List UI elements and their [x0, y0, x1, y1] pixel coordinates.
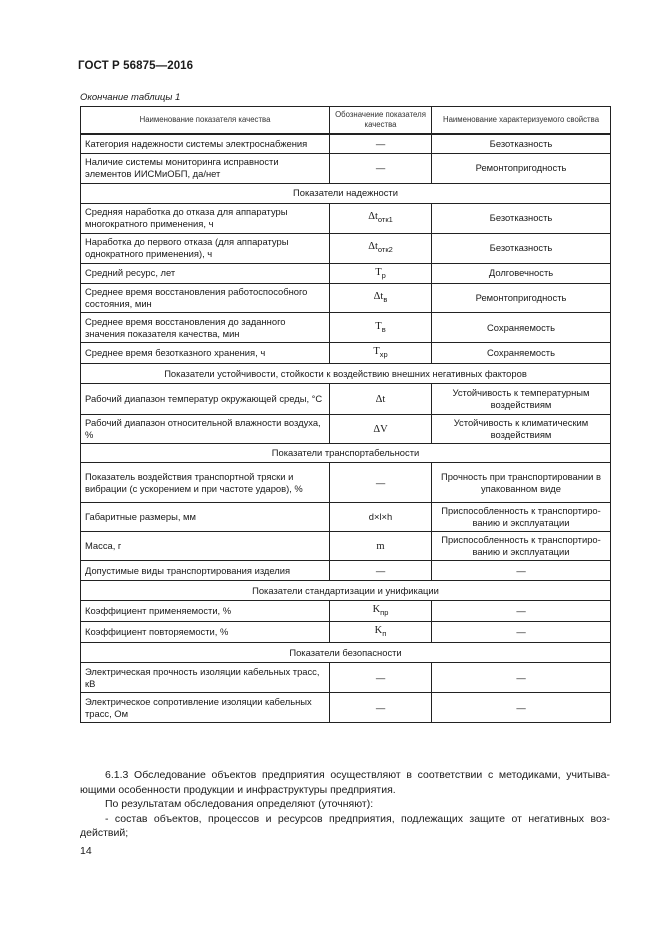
- symbol-main: ΔV: [373, 423, 388, 435]
- characterized-property: —: [432, 601, 611, 622]
- table-row: [81, 313, 611, 343]
- indicator-symbol: [330, 532, 432, 561]
- characterized-property: Ремонтопригодность: [432, 284, 611, 313]
- indicator-symbol: [330, 415, 432, 444]
- indicator-symbol: [330, 233, 432, 263]
- characterized-property: Приспособленность к транспортированию и эксплуатации: [432, 503, 611, 532]
- indicator-name: Коэффициент повторяемости, %: [81, 622, 330, 643]
- symbol-main: Δt: [368, 241, 378, 253]
- section-title: Показатели устойчивости, стойкости к воздействию внешних негативных факторов: [81, 364, 611, 384]
- table-caption: Окончание таблицы 1: [80, 92, 181, 103]
- characterized-property: Сохраняемость: [432, 343, 611, 364]
- table-row: [81, 503, 611, 532]
- symbol-subscript: п: [382, 629, 387, 638]
- column-header-property: Наименование характеризуемого свойства: [432, 107, 611, 135]
- symbol-main: T: [375, 320, 382, 332]
- characterized-property: —: [432, 622, 611, 643]
- table-row: [81, 263, 611, 284]
- characterized-property: Безотказность: [432, 134, 611, 153]
- indicator-symbol: [330, 313, 432, 343]
- characterized-property: Устойчивость к климатическим воздействиям: [432, 415, 611, 444]
- indicator-symbol: —: [330, 561, 432, 581]
- table-row: [81, 415, 611, 444]
- indicator-symbol: [330, 263, 432, 284]
- characterized-property: Приспособленность к транспортированию и эксплуатации: [432, 532, 611, 561]
- indicator-symbol: —: [330, 153, 432, 183]
- indicator-name: Средняя наработка до отказа для аппаратуры многократного применения, ч: [81, 203, 330, 233]
- symbol-subscript: в: [381, 324, 386, 334]
- table-header-row: [81, 107, 611, 135]
- indicator-symbol: —: [330, 693, 432, 723]
- indicator-symbol: [330, 601, 432, 622]
- symbol-main: m: [376, 540, 385, 552]
- column-header-name: Наименование показателя качества: [81, 107, 330, 135]
- characterized-property: Долговечность: [432, 263, 611, 284]
- indicator-name: Категория надежности системы электроснабжения: [81, 134, 330, 153]
- table-row: [81, 284, 611, 313]
- section-row: [81, 183, 611, 203]
- indicator-name: Среднее время безотказного хранения, ч: [81, 343, 330, 364]
- indicator-name: Допустимые виды транспортирования изделия: [81, 561, 330, 581]
- indicator-symbol: [330, 284, 432, 313]
- indicator-symbol: [330, 343, 432, 364]
- indicator-symbol: —: [330, 463, 432, 503]
- indicator-name: Габаритные размеры, мм: [81, 503, 330, 532]
- section-row: [81, 581, 611, 601]
- indicator-name: Среднее время восстановления до заданного значения показателя качества, мин: [81, 313, 330, 343]
- characterized-property: Сохраняемость: [432, 313, 611, 343]
- symbol-subscript: пр: [380, 608, 389, 618]
- indicator-name: Рабочий диапазон температур окружающей среды, °C: [81, 384, 330, 415]
- indicator-symbol: [330, 622, 432, 643]
- table-row: [81, 233, 611, 263]
- page-number: 14: [80, 845, 92, 857]
- indicator-name: Коэффициент применяемости, %: [81, 601, 330, 622]
- section-title: Показатели стандартизации и унификации: [81, 581, 611, 601]
- characterized-property: Безотказность: [432, 203, 611, 233]
- table-row: [81, 384, 611, 415]
- indicator-name: Наличие системы мониторинга исправности элементов ИИСМиОБП, да/нет: [81, 153, 330, 183]
- indicator-symbol: d×l×h: [330, 503, 432, 532]
- column-header-symbol: Обозначение показателя качества: [330, 107, 432, 135]
- section-title: Показатели безопасности: [81, 643, 611, 663]
- paragraph-list-item: - состав объектов, процессов и ресурсов предприятия, подлежащих защите от негативных воздействий;: [80, 812, 610, 839]
- section-title: Показатели транспортабельности: [81, 444, 611, 463]
- indicator-name: Масса, г: [81, 532, 330, 561]
- symbol-main: T: [375, 266, 382, 278]
- table-row: [81, 601, 611, 622]
- indicator-name: Наработка до первого отказа (для аппаратуры однократного применения), ч: [81, 233, 330, 263]
- symbol-main: T: [373, 346, 380, 358]
- quality-indicators-table: [80, 106, 611, 723]
- characterized-property: Прочность при транспортировании в упакованном виде: [432, 463, 611, 503]
- characterized-property: —: [432, 693, 611, 723]
- section-row: [81, 643, 611, 663]
- table-row: [81, 343, 611, 364]
- table-row: [81, 663, 611, 693]
- symbol-main: K: [372, 604, 381, 616]
- table-row: [81, 153, 611, 183]
- table-row: [81, 203, 611, 233]
- characterized-property: Ремонтопригодность: [432, 153, 611, 183]
- symbol-main: Δt: [375, 393, 386, 405]
- table-row: [81, 693, 611, 723]
- table-row: [81, 463, 611, 503]
- symbol-main: Δt: [368, 211, 378, 223]
- symbol-subscript: хр: [379, 350, 388, 360]
- indicator-symbol: [330, 203, 432, 233]
- section-row: [81, 364, 611, 384]
- characterized-property: Устойчивость к температурным воздействиям: [432, 384, 611, 415]
- indicator-name: Электрическая прочность изоляции кабельных трасс, кВ: [81, 663, 330, 693]
- symbol-subscript: р: [381, 270, 386, 280]
- section-row: [81, 444, 611, 463]
- symbol-main: K: [374, 625, 383, 637]
- indicator-name: Средний ресурс, лет: [81, 263, 330, 284]
- table-body: [81, 134, 611, 723]
- indicator-name: Среднее время восстановления работоспособного состояния, мин: [81, 284, 330, 313]
- table-row: [81, 622, 611, 643]
- indicator-name: Показатель воздействия транспортной тряски и вибрации (с ускорением и при частоте ударов), %: [81, 463, 330, 503]
- document-code: ГОСТ Р 56875—2016: [78, 60, 194, 72]
- paragraph-results: По результатам обследования определяют (уточняют):: [105, 798, 374, 810]
- indicator-symbol: —: [330, 134, 432, 153]
- characterized-property: —: [432, 561, 611, 581]
- characterized-property: Безотказность: [432, 233, 611, 263]
- symbol-subscript: отк1: [377, 214, 393, 224]
- symbol-subscript: в: [383, 295, 388, 305]
- paragraph-6-1-3: 6.1.3 Обследование объектов предприятия осуществляют в соответствии с методиками, учитывающими особенности продукции и инфраструктуры предприятия.: [80, 769, 610, 796]
- table-row: [81, 532, 611, 561]
- table-row: [81, 561, 611, 581]
- indicator-name: Рабочий диапазон относительной влажности воздуха, %: [81, 415, 330, 444]
- indicator-symbol: [330, 384, 432, 415]
- indicator-name: Электрическое сопротивление изоляции кабельных трасс, Ом: [81, 693, 330, 723]
- section-title: Показатели надежности: [81, 183, 611, 203]
- body-text: [80, 768, 610, 841]
- characterized-property: —: [432, 663, 611, 693]
- table-row: [81, 134, 611, 153]
- indicator-symbol: —: [330, 663, 432, 693]
- symbol-main: Δt: [373, 291, 384, 303]
- symbol-subscript: отк2: [377, 244, 393, 254]
